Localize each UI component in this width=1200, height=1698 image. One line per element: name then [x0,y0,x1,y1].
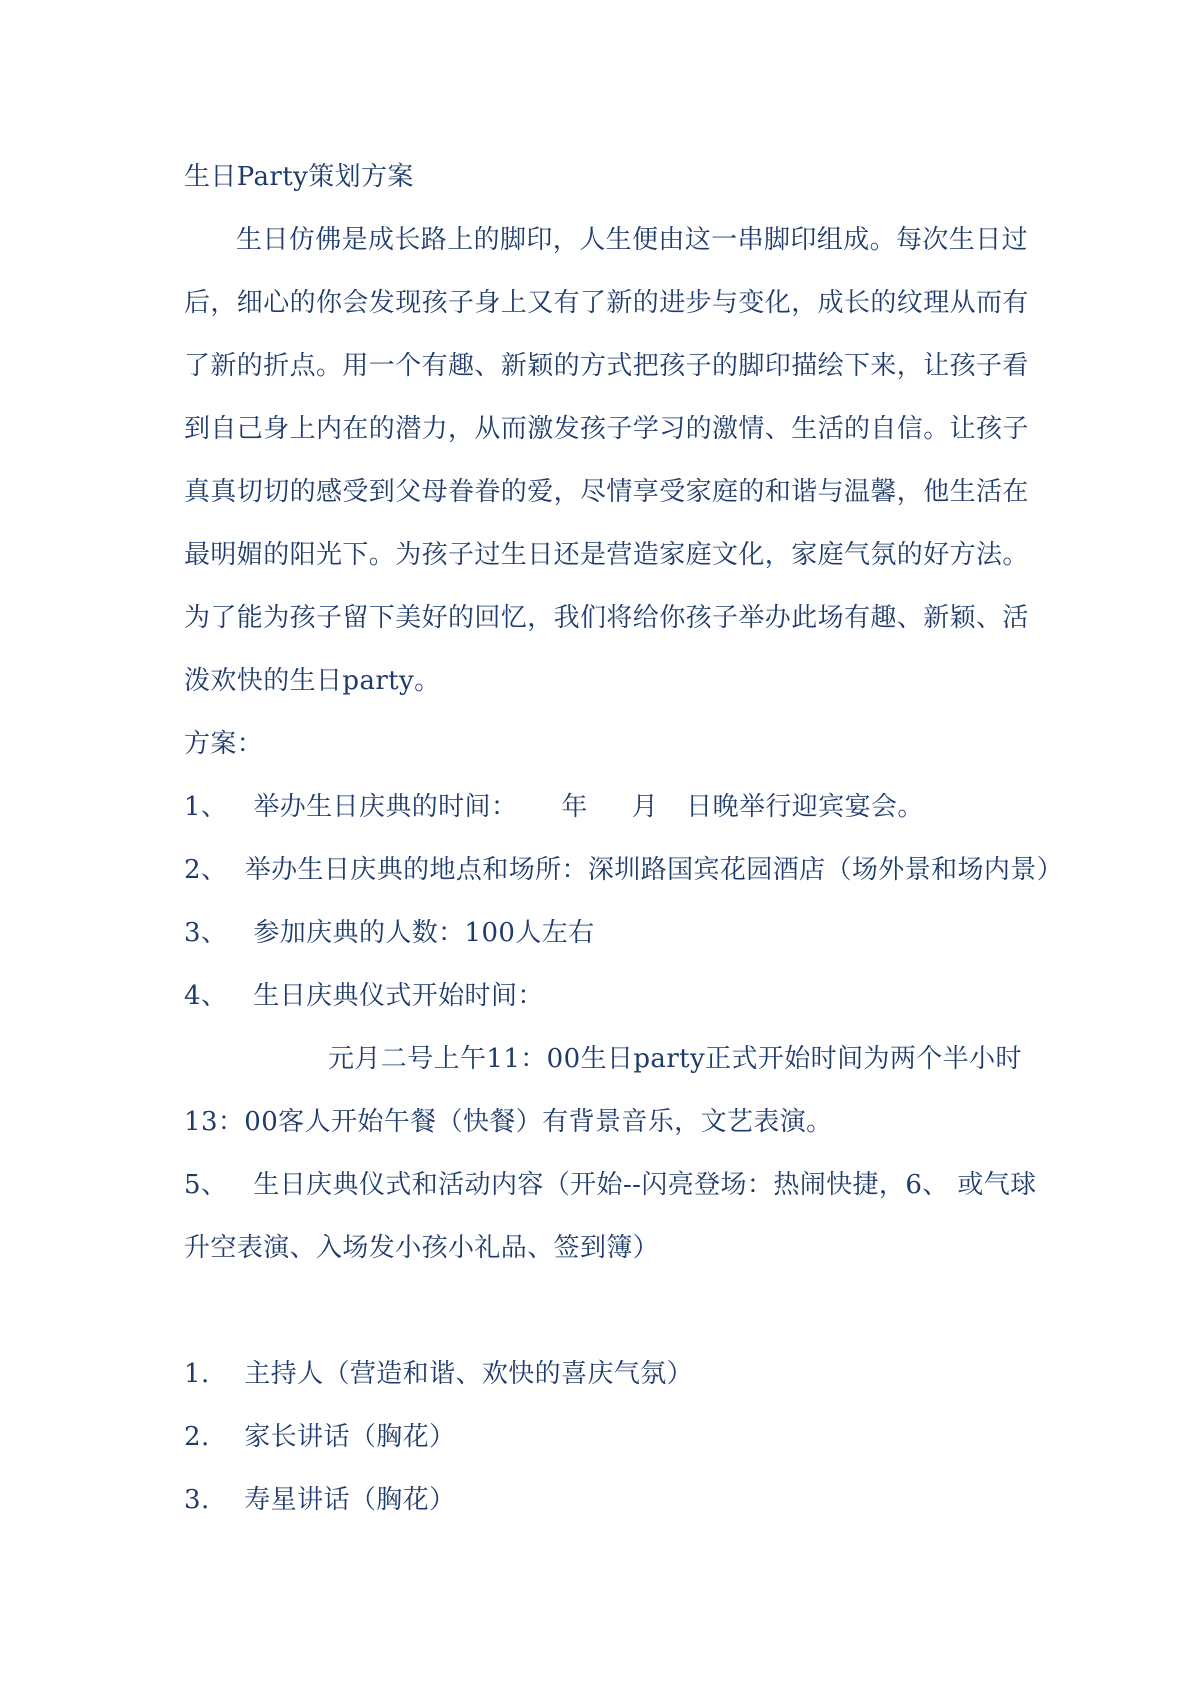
sub-item-text: 家长讲话（胸花） [244,1422,456,1452]
intro-line: 最明媚的阳光下。为孩子过生日还是营造家庭文化，家庭气氛的好方法。 [184,540,1029,570]
item-text: 日晚举行迎宾宴会。 [686,792,924,822]
plan-item-5-continued: 升空表演、入场发小孩小礼品、签到簿） [184,1233,660,1263]
plan-item-4-detail: 元月二号上午11：00生日party正式开始时间为两个半小时 [328,1044,1022,1074]
intro-line: 到自己身上内在的潜力，从而激发孩子学习的激情、生活的自信。让孩子 [184,414,1029,444]
item-text: 参加庆典的人数：100人左右 [253,918,595,948]
item-text: 生日庆典仪式和活动内容（开始--闪亮登场：热闹快捷，6、 或气球 [253,1170,1037,1200]
intro-line: 泼欢快的生日party。 [184,666,441,696]
item-number: 1、 [184,792,228,822]
item-text: 生日庆典仪式开始时间： [253,981,544,1011]
intro-line: 后，细心的你会发现孩子身上又有了新的进步与变化，成长的纹理从而有 [184,288,1029,318]
plan-heading: 方案： [184,729,264,759]
sub-item [184,1343,1024,1406]
intro-line: 了新的折点。用一个有趣、新颖的方式把孩子的脚印描绘下来，让孩子看 [184,351,1029,381]
plan-item-3 [184,902,1024,965]
plan-item-4-detail: 13：00客人开始午餐（快餐）有背景音乐，文艺表演。 [184,1107,833,1137]
plan-item-1 [184,776,1024,839]
intro-line: 生日仿佛是成长路上的脚印，人生便由这一串脚印组成。每次生日过 [236,225,1029,255]
item-number: 4、 [184,981,228,1011]
date-month-label: 月 [631,792,659,822]
date-year-label: 年 [561,792,588,822]
item-number: 3、 [184,918,228,948]
sub-item-text: 寿星讲话（胸花） [244,1485,456,1515]
item-label: 举办生日庆典的时间： [253,792,518,822]
plan-item-2 [184,839,1064,902]
sub-item-number: 1. [184,1359,210,1389]
intro-line: 为了能为孩子留下美好的回忆，我们将给你孩子举办此场有趣、新颖、活 [184,603,1029,633]
item-number: 2、 [184,855,228,885]
sub-item [184,1469,1024,1532]
document-title: 生日Party策划方案 [184,162,414,192]
sub-item-number: 3. [184,1485,210,1515]
plan-item-5 [184,1154,1037,1217]
sub-item-number: 2. [184,1422,210,1452]
intro-paragraph [184,209,1029,713]
intro-line: 真真切切的感受到父母眷眷的爱，尽情享受家庭的和谐与温馨，他生活在 [184,477,1029,507]
item-number: 5、 [184,1170,228,1200]
plan-item-4 [184,965,1024,1028]
sub-item-text: 主持人（营造和谐、欢快的喜庆气氛） [244,1359,694,1389]
sub-item [184,1406,1024,1469]
item-text: 举办生日庆典的地点和场所：深圳路国宾花园酒店（场外景和场内景） [244,855,1064,885]
